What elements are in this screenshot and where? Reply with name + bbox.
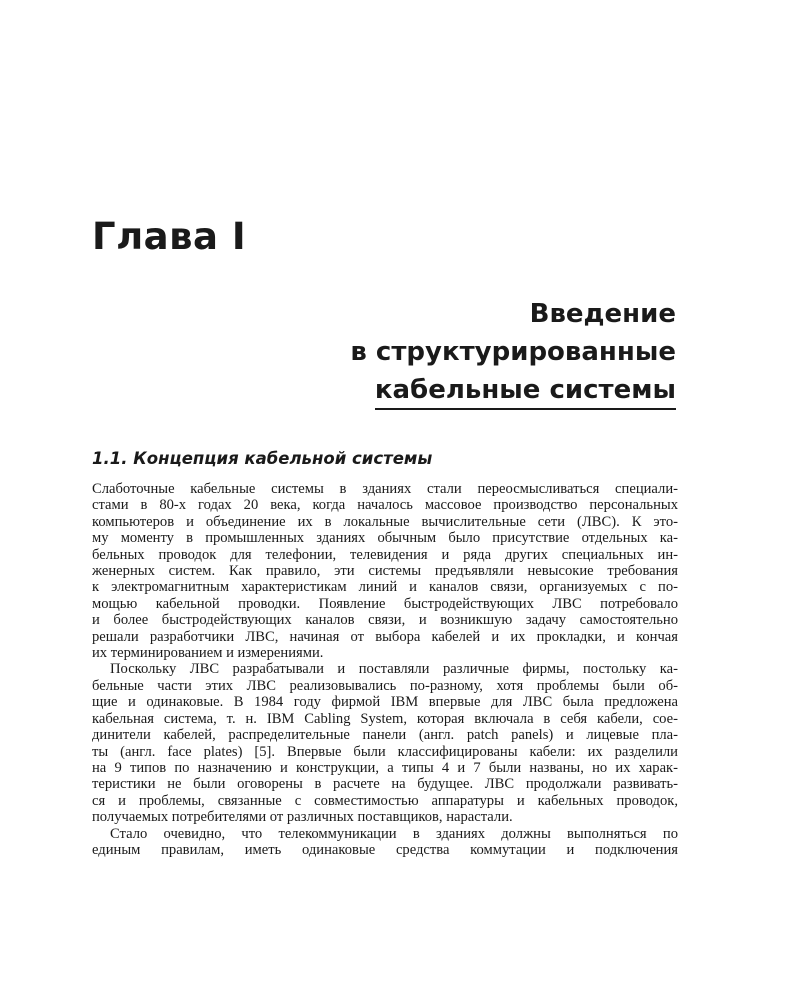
- text-line: динители кабелей, распределительные панели (англ. patch panels) и лицевые пла-: [92, 727, 678, 744]
- text-line: мощью кабельной проводки. Появление быстродействующих ЛВС потребовало: [92, 595, 678, 612]
- text-line: на 9 типов по назначению и конструкции, а типы 4 и 7 были названы, но их харак-: [92, 759, 678, 776]
- chapter-title: [350, 295, 676, 410]
- text-line: единым правилам, иметь одинаковые средства коммутации и подключения: [92, 841, 678, 858]
- text-line: бельных проводок для телефонии, телевидения и ряда других специальных ин-: [92, 546, 678, 563]
- section-heading: 1.1. Концепция кабельной системы: [92, 449, 433, 468]
- text-line: Поскольку ЛВС разрабатывали и поставляли различные фирмы, постольку ка-: [110, 661, 678, 678]
- text-line: му моменту в промышленных зданиях обычным было присутствие отдельных ка-: [92, 530, 678, 547]
- text-line: Слаботочные кабельные системы в зданиях стали переосмысливаться специали-: [92, 481, 678, 497]
- text-line: ся и проблемы, связанные с совместимостью аппаратуры и кабельных проводок,: [92, 792, 678, 809]
- text-line: кабельная система, т. н. IBM Cabling System, которая включала в себя кабели, сое-: [92, 710, 678, 727]
- text-line: ты (англ. face plates) [5]. Впервые были классифицированы кабели: их разделили: [92, 743, 678, 760]
- text-line: щие и одинаковые. В 1984 году фирмой IBM впервые для ЛВС была предложена: [92, 694, 678, 711]
- text-line: и более быстродействующих каналов связи, и возникшую задачу самостоятельно: [92, 612, 678, 629]
- chapter-title-line-3: кабельные системы: [375, 373, 676, 410]
- chapter-label: Глава I: [92, 215, 247, 258]
- paragraph-3: [92, 826, 678, 859]
- chapter-title-line-1: Введение: [529, 299, 676, 329]
- text-line: компьютеров и объединение их в локальные вычислительные сети (ЛВС). К это-: [92, 513, 678, 530]
- text-line: их терминированием и измерениями.: [92, 645, 324, 662]
- text-line: теристики не были оговорены в расчете на будущее. ЛВС продолжали развивать-: [92, 776, 678, 793]
- text-line: бельные части этих ЛВС реализовывались по-разному, хотя проблемы были об-: [92, 677, 678, 694]
- text-line: женерных систем. Как правило, эти системы предъявляли невысокие требования: [92, 563, 678, 580]
- text-line: Стало очевидно, что телекоммуникации в зданиях должны выполняться по: [110, 825, 678, 842]
- paragraph-2: [92, 661, 678, 825]
- chapter-title-line-2: в структурированные: [350, 337, 676, 367]
- text-line: стами в 80-х годах 20 века, когда началось массовое производство персональных: [92, 497, 678, 514]
- text-line: к электромагнитным характеристикам линий и каналов связи, организуемых с по-: [92, 579, 678, 596]
- text-line: решали разработчики ЛВС, начиная от выбора кабелей и их прокладки, и кончая: [92, 628, 678, 645]
- body-text: [92, 481, 678, 858]
- paragraph-1: [92, 481, 678, 661]
- text-line: получаемых потребителями от различных поставщиков, нарастали.: [92, 809, 513, 826]
